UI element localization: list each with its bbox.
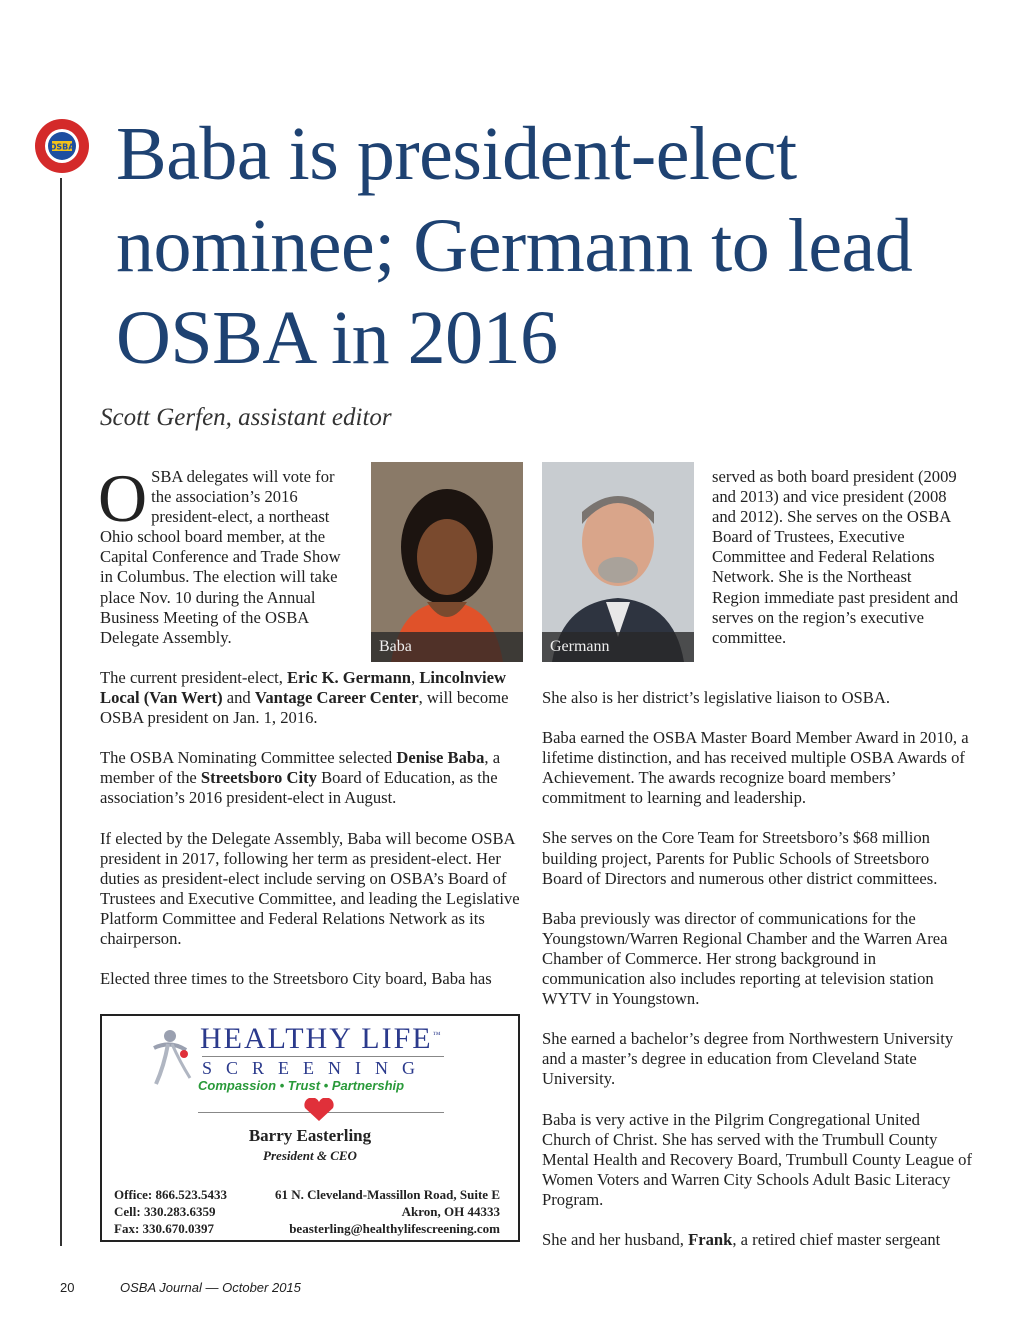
figure-logo-icon (150, 1026, 200, 1088)
heart-icon (302, 1098, 336, 1127)
paragraph-education: She earned a bachelor’s degree from Northwestern University and a master’s degree in education from Cleveland State University. (542, 1029, 954, 1089)
paragraph-nominating: The OSBA Nominating Committee selected Denise Baba, a member of the Streetsboro City Board of Education, as the association’s 2016 president-elect in August. (100, 748, 501, 808)
ad-address: 61 N. Cleveland-Massillon Road, Suite E Akron, OH 44333 beasterling@healthylifescreening.com (275, 1187, 500, 1236)
ad-tagline: Compassion • Trust • Partnership (198, 1078, 405, 1093)
column-2-body (542, 688, 972, 1250)
paragraph-husband: She and her husband, Frank, a retired chief master sergeant (542, 1229, 941, 1249)
seal-center-text: OSBA (49, 142, 75, 152)
ad-phones: Office: 866.523.5433 Cell: 330.283.6359 Fax: 330.670.0397 (114, 1187, 228, 1236)
journal-issue: OSBA Journal — October 2015 (120, 1280, 301, 1295)
paragraph-germann: The current president-elect, Eric K. Germann, Lincolnview Local (Van Wert) and Vantage Career Center, will become OSBA president on Jan. 1, 2016. (100, 668, 509, 728)
photo-baba (371, 462, 523, 662)
paragraph-elected: Elected three times to the Streetsboro City board, Baba has (100, 969, 492, 989)
article-title: Baba is president-elect nominee; Germann to lead OSBA in 2016 (116, 112, 913, 380)
column-1-body (100, 668, 522, 989)
paragraph-communications: Baba previously was director of communications for the Youngstown/Warren Regional Chamber and the Warren Area Chamber of Commerce. Her strong background in communication also includes reporting at television station WYTV in Youngstown. (542, 908, 948, 1009)
ad-role: President & CEO (263, 1148, 357, 1163)
drop-cap: O (98, 460, 148, 536)
caption-baba: Baba (371, 632, 523, 662)
paragraph-church: Baba is very active in the Pilgrim Congregational United Church of Christ. She has served with the Trumbull County Mental Health and Recovery Board, Trumbull County League of Women Voters and Warren City Schools Adult Basic Literacy Program. (542, 1109, 972, 1209)
paragraph-liaison: She also is her district’s legislative liaison to OSBA. (542, 688, 890, 707)
ad-name: Barry Easterling (248, 1126, 372, 1145)
photo-germann (542, 462, 694, 662)
paragraph-duties: If elected by the Delegate Assembly, Baba will become OSBA president in 2017, following her term as president-elect. Her duties as president-elect include serving on OSBA’s Board of Trustees and Executive Committee, and leading the Legislative Platform Committee and Federal Relations Network as its chairperson. (100, 828, 520, 949)
intro-paragraph: OSBA delegates will vote for the association’s 2016 president-elect, a northeast Ohio school board member, at the Capital Conference and Trade Show in Columbus. The election will take place Nov. 10 during the Annual Business Meeting of the OSBA Delegate Assembly. (98, 460, 341, 647)
healthy-life-ad (100, 1014, 520, 1242)
ad-email: beasterling@healthylifescreening.com (289, 1221, 500, 1236)
osba-seal-logo (34, 118, 90, 174)
paragraph-core-team: She serves on the Core Team for Streetsboro’s $68 million building project, Parents for Public Schools of Streetsboro Board of Directors and numerous other district committees. (542, 828, 938, 888)
column-2-top: served as both board president (2009 and 2013) and vice president (2008 and 2012). She serves on the OSBA Board of Trustees, Executive Committee and Federal Relations Network. She is the Northeast Region immediate past president and serves on the region’s executive committee. (712, 467, 959, 647)
caption-germann: Germann (542, 632, 694, 662)
ad-screening: SCREENING (202, 1058, 430, 1078)
page-number: 20 (60, 1280, 75, 1295)
left-rule (60, 178, 62, 1246)
byline: Scott Gerfen, assistant editor (100, 404, 392, 431)
paragraph-award: Baba earned the OSBA Master Board Member Award in 2010, a lifetime distinction, and has received multiple OSBA Awards of Achievement. The awards recognize board members’ commitment to learning and leadership. (542, 728, 969, 808)
ad-brand: HEALTHY LIFE™ (200, 1022, 443, 1055)
